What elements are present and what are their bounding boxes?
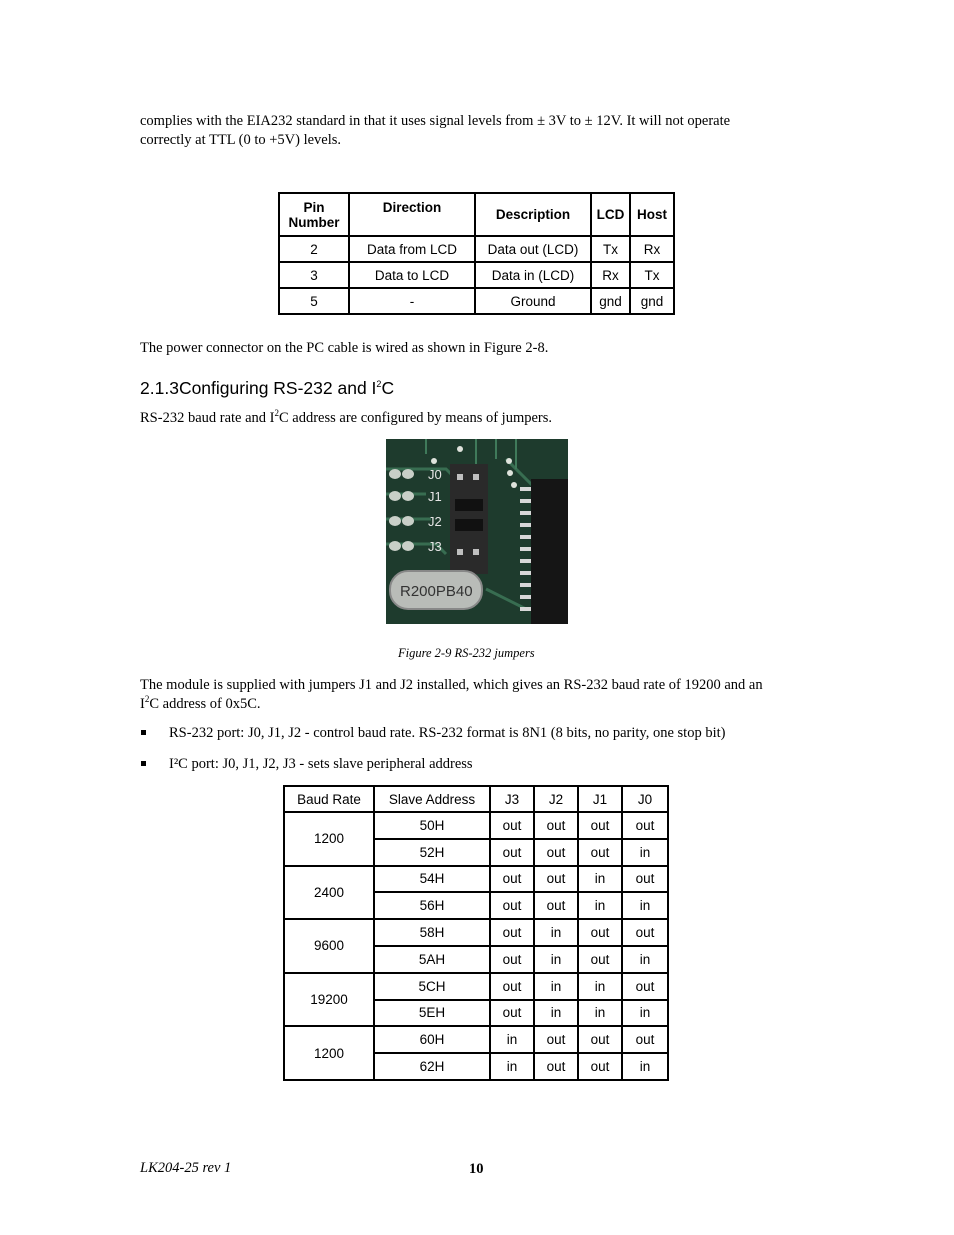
j2-cell: in	[534, 1000, 578, 1027]
lcd-cell: gnd	[591, 288, 630, 314]
section-title: Configuring RS-232 and I	[178, 378, 377, 398]
j2-cell: out	[534, 1026, 578, 1053]
host-cell: Rx	[630, 236, 674, 262]
j3-cell: in	[490, 1026, 534, 1053]
j0-cell: in	[622, 946, 668, 973]
host-cell: gnd	[630, 288, 674, 314]
direction-cell: Data to LCD	[349, 262, 475, 288]
j2-cell: out	[534, 1053, 578, 1080]
bullet-item-i2c: I²C port: J0, J1, J2, J3 - sets slave peripheral address	[169, 756, 473, 772]
j1-cell: out	[578, 1026, 622, 1053]
j2-cell: in	[534, 946, 578, 973]
pin-header-pin: Pin Number	[279, 193, 349, 236]
intro-line-2: correctly at TTL (0 to +5V) levels.	[140, 132, 342, 148]
address-cell: 5EH	[374, 1000, 490, 1027]
j1-cell: in	[578, 866, 622, 893]
intro-line-1: complies with the EIA232 standard in that it uses signal levels from ± 3V to ± 12V. It will not operate	[140, 113, 731, 129]
j1-cell: in	[578, 1000, 622, 1027]
intro-paragraph	[140, 112, 840, 150]
j3-cell: out	[490, 946, 534, 973]
jumper-table	[283, 785, 669, 1081]
j1-cell: out	[578, 1053, 622, 1080]
config-text-sup: 2	[274, 408, 279, 419]
page-number: 10	[469, 1161, 484, 1177]
j3-cell: out	[490, 919, 534, 946]
module-line-2	[140, 695, 840, 714]
crystal-label: R200PB40	[400, 583, 473, 600]
j3-cell: out	[490, 1000, 534, 1027]
j0-cell: out	[622, 919, 668, 946]
j0-cell: in	[622, 1053, 668, 1080]
j3-cell: in	[490, 1053, 534, 1080]
description-cell: Data in (LCD)	[475, 262, 591, 288]
direction-cell: -	[349, 288, 475, 314]
config-text-a: RS-232 baud rate and I	[140, 410, 275, 426]
pcb-image	[386, 439, 568, 624]
module-line-2-sup: 2	[144, 694, 150, 705]
lcd-cell: Rx	[591, 262, 630, 288]
bullet-marker	[141, 761, 146, 766]
section-title-end: C	[381, 378, 395, 398]
j0-cell: in	[622, 1000, 668, 1027]
table-row	[284, 812, 668, 839]
header-j0: J0	[622, 786, 668, 812]
label-j2: J2	[428, 514, 442, 529]
j2-cell: out	[534, 866, 578, 893]
lcd-cell: Tx	[591, 236, 630, 262]
header-j2: J2	[534, 786, 578, 812]
header-slave-address: Slave Address	[374, 786, 490, 812]
j0-cell: out	[622, 812, 668, 839]
address-cell: 50H	[374, 812, 490, 839]
section-title-sup: 2	[376, 379, 382, 390]
address-cell: 5AH	[374, 946, 490, 973]
header-baud-rate: Baud Rate	[284, 786, 374, 812]
module-line-2-b: C address of 0x5C.	[149, 696, 261, 712]
j1-cell: in	[578, 892, 622, 919]
j3-cell: out	[490, 892, 534, 919]
baud-cell: 1200	[284, 1026, 374, 1080]
label-j0: J0	[428, 467, 442, 482]
pin-header-direction: Direction	[349, 193, 475, 236]
baud-cell: 9600	[284, 919, 374, 973]
direction-cell: Data from LCD	[349, 236, 475, 262]
config-text-b: C address are configured by means of jumpers.	[279, 410, 553, 426]
table-row	[279, 236, 674, 262]
address-cell: 58H	[374, 919, 490, 946]
pin-table	[278, 192, 675, 315]
j2-cell: in	[534, 973, 578, 1000]
j0-cell: out	[622, 1026, 668, 1053]
address-cell: 60H	[374, 1026, 490, 1053]
address-cell: 54H	[374, 866, 490, 893]
baud-cell: 19200	[284, 973, 374, 1027]
pin-cell: 2	[279, 236, 349, 262]
description-cell: Data out (LCD)	[475, 236, 591, 262]
j1-cell: in	[578, 973, 622, 1000]
j2-cell: out	[534, 839, 578, 866]
section-number: 2.1.3	[140, 378, 179, 398]
pin-cell: 3	[279, 262, 349, 288]
j1-cell: out	[578, 919, 622, 946]
table-row	[284, 866, 668, 893]
j0-cell: out	[622, 866, 668, 893]
j3-cell: out	[490, 839, 534, 866]
module-line-2-a: I	[140, 696, 145, 712]
j3-cell: out	[490, 973, 534, 1000]
j3-cell: out	[490, 812, 534, 839]
address-cell: 5CH	[374, 973, 490, 1000]
j1-cell: out	[578, 839, 622, 866]
pin-header-lcd: LCD	[591, 193, 630, 236]
module-line-1: The module is supplied with jumpers J1 and J2 installed, which gives an RS-232 baud rate of 19200 and an	[140, 677, 763, 693]
j2-cell: out	[534, 812, 578, 839]
config-text	[140, 409, 552, 428]
table-row	[284, 973, 668, 1000]
address-cell: 56H	[374, 892, 490, 919]
pin-header-description: Description	[475, 193, 591, 236]
j2-cell: in	[534, 919, 578, 946]
address-cell: 52H	[374, 839, 490, 866]
description-cell: Ground	[475, 288, 591, 314]
label-j3: J3	[428, 539, 442, 554]
host-cell: Tx	[630, 262, 674, 288]
table-row	[279, 262, 674, 288]
table-row	[284, 1026, 668, 1053]
j0-cell: in	[622, 839, 668, 866]
module-paragraph	[140, 676, 840, 714]
baud-cell: 2400	[284, 866, 374, 920]
footer-doc-id: LK204-25 rev 1	[140, 1160, 232, 1176]
j0-cell: out	[622, 973, 668, 1000]
bullet-marker	[141, 730, 146, 735]
j3-cell: out	[490, 866, 534, 893]
j0-cell: in	[622, 892, 668, 919]
j1-cell: out	[578, 946, 622, 973]
j2-cell: out	[534, 892, 578, 919]
pin-cell: 5	[279, 288, 349, 314]
address-cell: 62H	[374, 1053, 490, 1080]
jumper-photo	[386, 439, 568, 624]
header-j1: J1	[578, 786, 622, 812]
baud-cell: 1200	[284, 812, 374, 866]
label-j1: J1	[428, 489, 442, 504]
figure-caption: Figure 2-9 RS-232 jumpers	[398, 646, 535, 660]
table-row	[279, 288, 674, 314]
section-heading	[140, 378, 394, 399]
header-j3: J3	[490, 786, 534, 812]
pin-header-host: Host	[630, 193, 674, 236]
j1-cell: out	[578, 812, 622, 839]
table-row	[284, 919, 668, 946]
bullet-item-rs232: RS-232 port: J0, J1, J2 - control baud rate. RS-232 format is 8N1 (8 bits, no parity, one stop bit)	[169, 725, 726, 741]
power-text: The power connector on the PC cable is wired as shown in Figure 2-8.	[140, 340, 549, 356]
